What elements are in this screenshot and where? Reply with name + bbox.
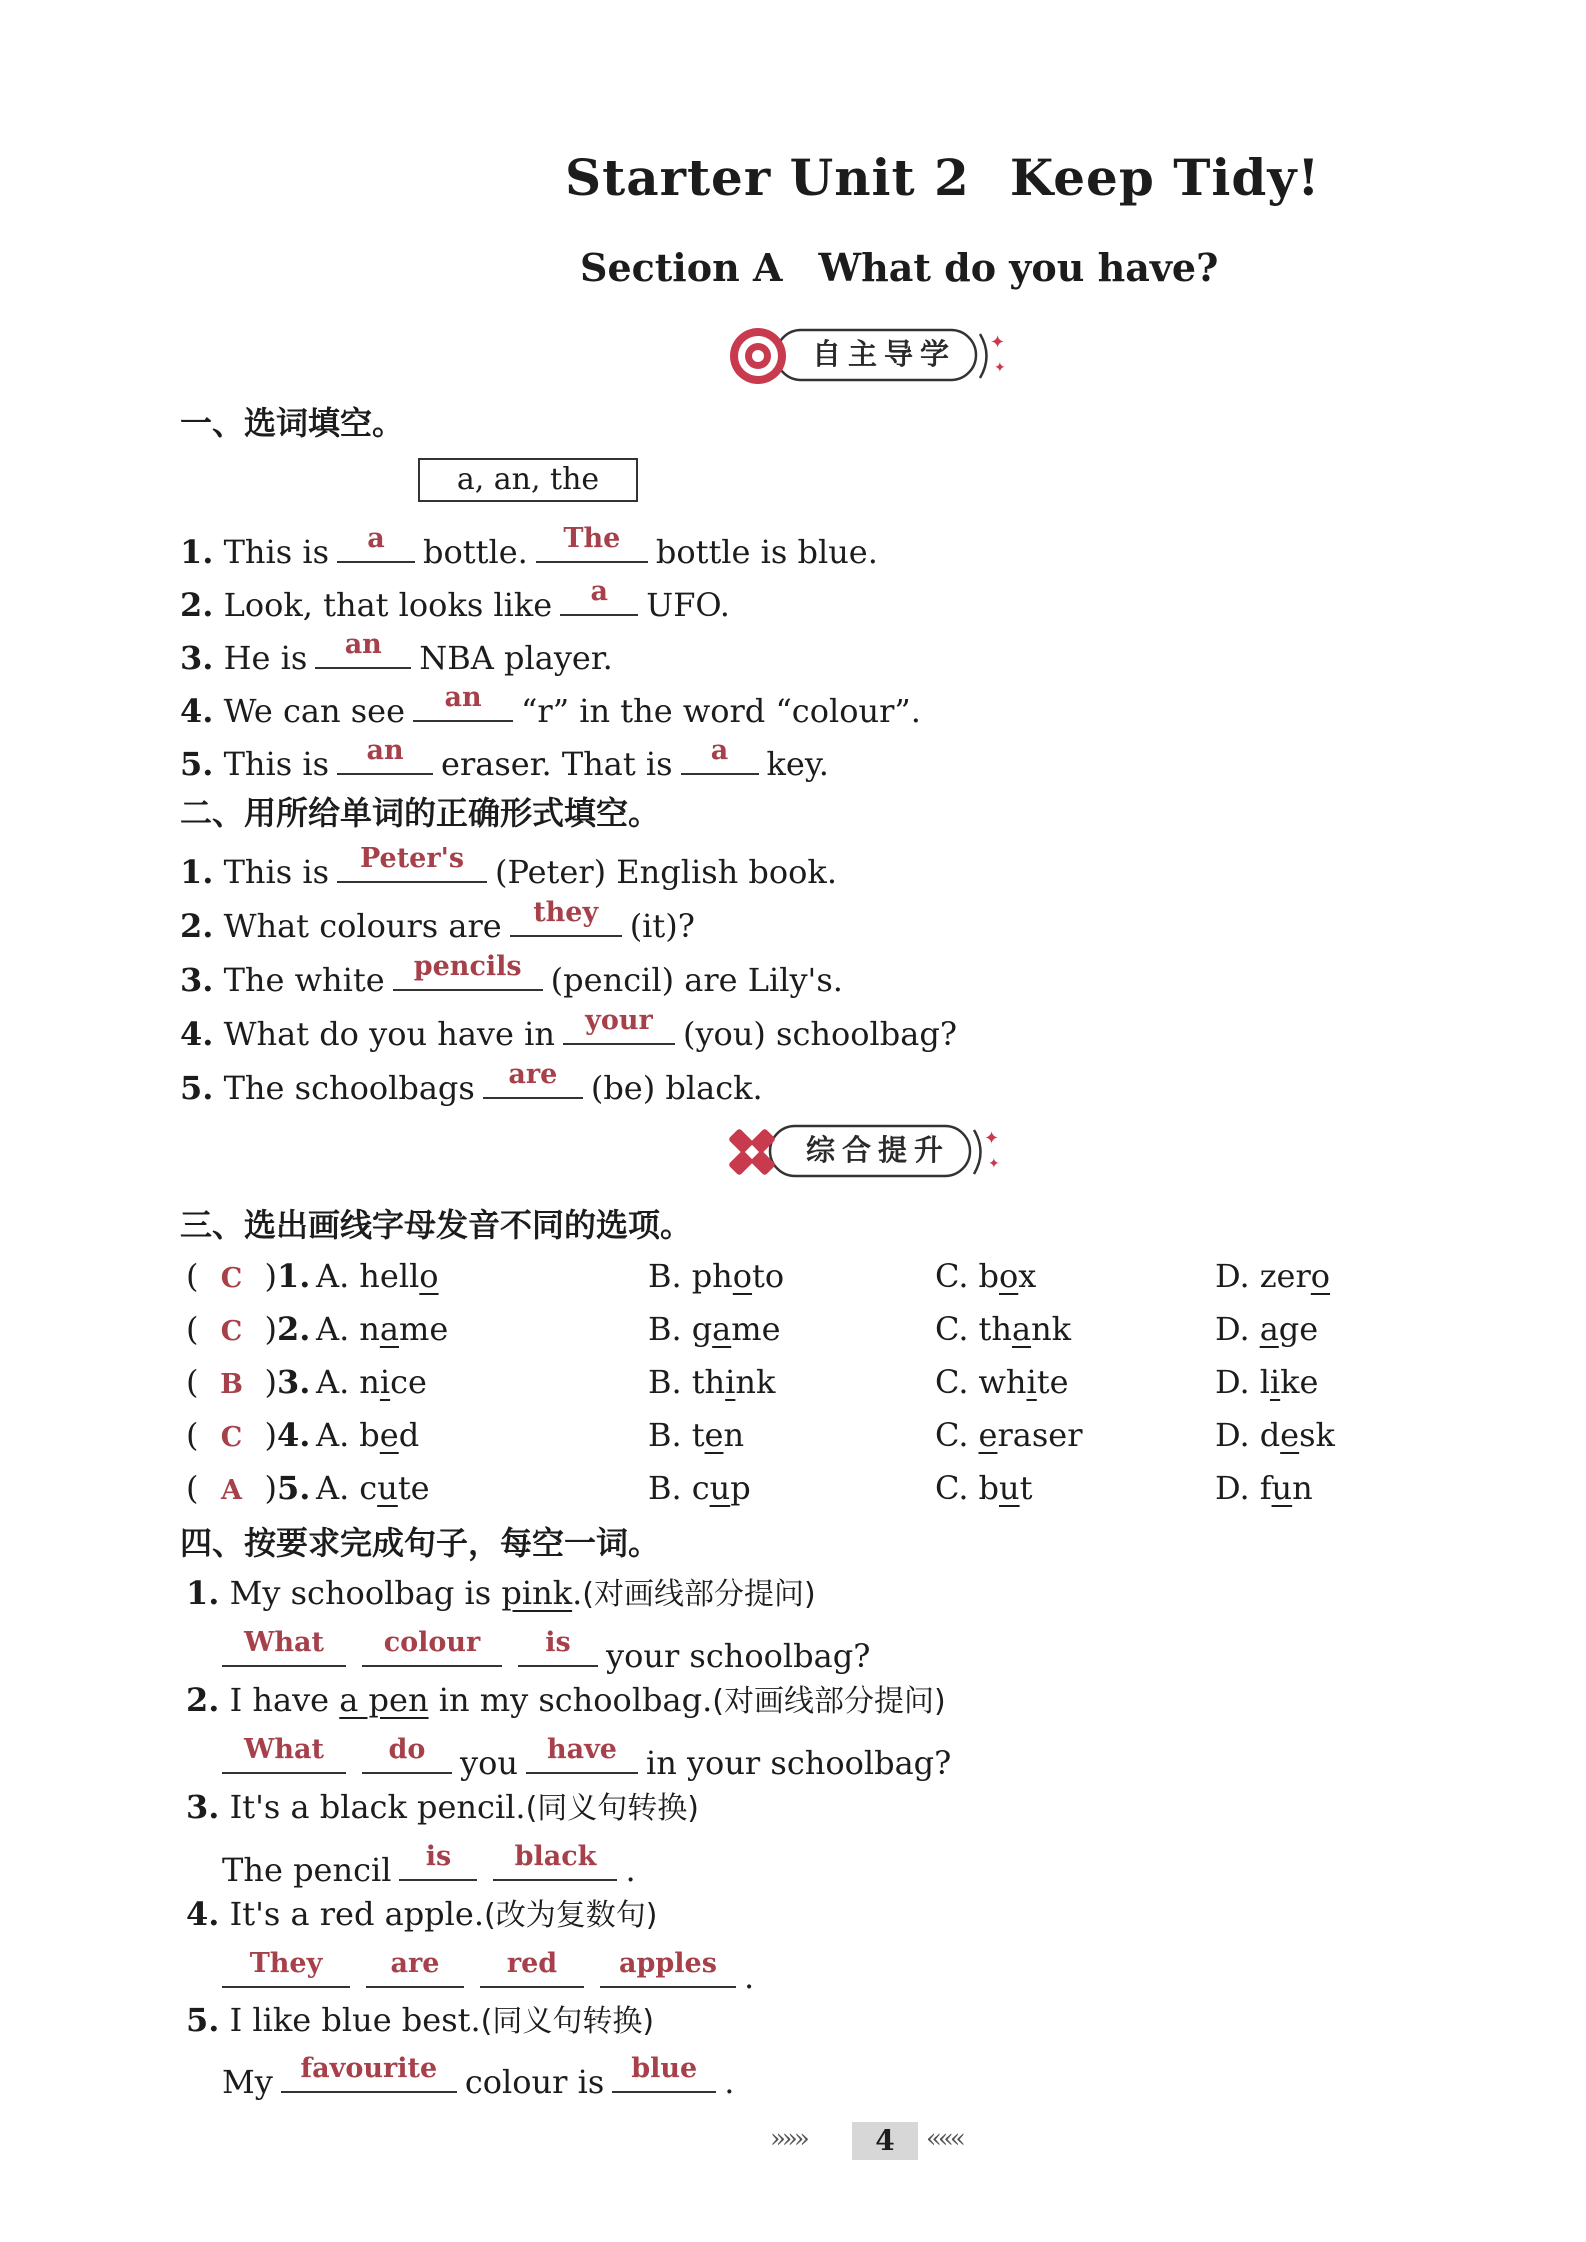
answer-blank: pencils bbox=[393, 951, 543, 991]
option-word: but bbox=[978, 1469, 1033, 1507]
option-d bbox=[1215, 1415, 1335, 1455]
part2-item-5: 5. The schoolbags are (be) black. bbox=[180, 1059, 763, 1107]
option-b bbox=[648, 1256, 784, 1296]
choice-row-2: ( C )2. bbox=[186, 1309, 310, 1352]
option-b bbox=[648, 1309, 781, 1349]
answer-blank: apples bbox=[600, 1948, 736, 1988]
page-number-value: 4 bbox=[852, 2122, 918, 2160]
svg-text:✦: ✦ bbox=[990, 332, 1006, 353]
part4-q5-answer: My favourite colour is blue . bbox=[222, 2053, 735, 2101]
option-word: hello bbox=[359, 1257, 439, 1295]
part4-heading: 四、按要求完成句子，每空一词。 bbox=[180, 1524, 661, 1562]
underlined-letter: i bbox=[379, 1363, 391, 1401]
option-word: nice bbox=[359, 1363, 427, 1401]
underlined-letter: u bbox=[377, 1469, 398, 1507]
option-word: photo bbox=[691, 1257, 785, 1295]
underlined-letter: i bbox=[1026, 1363, 1037, 1401]
option-letter: D. bbox=[1215, 1469, 1250, 1507]
answer-blank: do bbox=[362, 1734, 452, 1774]
unit-topic: Keep Tidy! bbox=[1009, 148, 1321, 207]
option-a bbox=[316, 1415, 419, 1455]
option-word: like bbox=[1259, 1363, 1319, 1401]
left-arrows-icon: »»» bbox=[770, 2124, 806, 2154]
choice-number: 4. bbox=[276, 1416, 311, 1454]
option-a bbox=[316, 1362, 427, 1402]
answer-blank: favourite bbox=[281, 2053, 457, 2093]
answer-blank: a bbox=[337, 523, 415, 563]
part1-item-1: 1. This is a bottle. The bottle is blue. bbox=[180, 523, 878, 571]
self-study-label: 自主导学 bbox=[811, 337, 956, 371]
option-c bbox=[935, 1256, 1036, 1296]
underlined-letter: a bbox=[1259, 1310, 1279, 1348]
option-letter: D. bbox=[1215, 1257, 1250, 1295]
choice-row-4: ( C )4. bbox=[186, 1415, 310, 1458]
underlined-letter: i bbox=[1269, 1363, 1281, 1401]
underlined-word: pink bbox=[501, 1574, 573, 1612]
part3-heading: 三、选出画线字母发音不同的选项。 bbox=[180, 1206, 693, 1244]
answer-blank: red bbox=[480, 1948, 584, 1988]
option-word: zero bbox=[1259, 1257, 1331, 1295]
answer-blank: have bbox=[526, 1734, 638, 1774]
word-box: a, an, the bbox=[418, 458, 638, 502]
answer-blank: Peter's bbox=[337, 843, 487, 883]
part2-item-2: 2. What colours are they (it)? bbox=[180, 897, 695, 945]
option-letter: A. bbox=[316, 1257, 350, 1295]
option-word: box bbox=[978, 1257, 1037, 1295]
option-a bbox=[316, 1468, 430, 1508]
answer-blank: a bbox=[681, 735, 759, 775]
part4-q3-answer: The pencil is black . bbox=[222, 1841, 636, 1889]
option-letter: C. bbox=[935, 1257, 969, 1295]
option-b bbox=[648, 1362, 775, 1402]
option-c bbox=[935, 1362, 1069, 1402]
answer-blank: They bbox=[222, 1948, 350, 1988]
unit-title bbox=[565, 148, 1320, 207]
underlined-letter: u bbox=[709, 1469, 731, 1507]
page-number bbox=[770, 2122, 990, 2162]
underlined-letter: u bbox=[1271, 1469, 1293, 1507]
option-a bbox=[316, 1309, 448, 1349]
part4-q3-prompt: 3. It's a black pencil.(同义句转换) bbox=[186, 1788, 700, 1826]
answer-blank: an bbox=[315, 629, 411, 669]
answer-blank: What bbox=[222, 1734, 346, 1774]
option-word: game bbox=[691, 1310, 781, 1348]
option-word: white bbox=[978, 1363, 1069, 1401]
underlined-word: a pen bbox=[339, 1681, 429, 1719]
part2-item-1: 1. This is Peter's (Peter) English book. bbox=[180, 843, 837, 891]
underlined-letter: e bbox=[379, 1416, 399, 1454]
answer-blank: The bbox=[536, 523, 648, 563]
option-b bbox=[648, 1415, 744, 1455]
option-d bbox=[1215, 1362, 1318, 1402]
choice-row-1: ( C )1. bbox=[186, 1256, 310, 1299]
answer-blank: your bbox=[563, 1005, 675, 1045]
option-word: fun bbox=[1259, 1469, 1313, 1507]
choice-answer: B bbox=[220, 1369, 243, 1400]
answer-blank: is bbox=[518, 1627, 598, 1667]
answer-blank: an bbox=[413, 682, 513, 722]
option-word: age bbox=[1259, 1310, 1319, 1348]
option-word: thank bbox=[978, 1310, 1072, 1348]
option-letter: D. bbox=[1215, 1310, 1250, 1348]
underlined-letter: o bbox=[419, 1257, 439, 1295]
underlined-letter: e bbox=[978, 1416, 998, 1454]
answer-blank: What bbox=[222, 1627, 346, 1667]
option-letter: B. bbox=[648, 1363, 682, 1401]
answer-blank: black bbox=[493, 1841, 617, 1881]
option-letter: A. bbox=[316, 1310, 350, 1348]
underlined-letter: e bbox=[1280, 1416, 1300, 1454]
option-letter: D. bbox=[1215, 1416, 1250, 1454]
option-word: ten bbox=[691, 1416, 745, 1454]
svg-text:✦: ✦ bbox=[994, 360, 1006, 376]
answer-blank: colour bbox=[362, 1627, 502, 1667]
part1-item-2: 2. Look, that looks like a UFO. bbox=[180, 576, 730, 624]
part4-q4-prompt: 4. It's a red apple.(改为复数句) bbox=[186, 1895, 658, 1933]
choice-number: 5. bbox=[276, 1469, 311, 1507]
choice-row-5: ( A )5. bbox=[186, 1468, 310, 1511]
section-label: Section A bbox=[580, 245, 783, 290]
part1-item-3: 3. He is an NBA player. bbox=[180, 629, 613, 677]
option-letter: A. bbox=[316, 1363, 350, 1401]
part2-heading: 二、用所给单词的正确形式填空。 bbox=[180, 794, 661, 832]
option-letter: B. bbox=[648, 1416, 682, 1454]
option-letter: B. bbox=[648, 1257, 682, 1295]
part4-q2-answer: What do you have in your schoolbag? bbox=[222, 1734, 951, 1783]
option-c bbox=[935, 1309, 1071, 1349]
part1-item-5: 5. This is an eraser. That is a key. bbox=[180, 735, 829, 783]
part4-q1-prompt: 1. My schoolbag is pink.(对画线部分提问) bbox=[186, 1574, 816, 1612]
underlined-letter: u bbox=[999, 1469, 1020, 1507]
choice-answer: C bbox=[220, 1422, 243, 1453]
answer-blank: blue bbox=[612, 2053, 716, 2093]
answer-blank: a bbox=[560, 576, 638, 616]
option-b bbox=[648, 1468, 751, 1508]
underlined-letter: e bbox=[704, 1416, 724, 1454]
option-letter: C. bbox=[935, 1363, 969, 1401]
option-letter: B. bbox=[648, 1310, 682, 1348]
part4-q5-prompt: 5. I like blue best.(同义句转换) bbox=[186, 2001, 655, 2039]
self-study-banner bbox=[718, 322, 1008, 388]
choice-answer: C bbox=[220, 1263, 243, 1294]
option-c bbox=[935, 1415, 1082, 1455]
part4-q2-prompt: 2. I have a pen in my schoolbag.(对画线部分提问) bbox=[186, 1681, 946, 1719]
choice-answer: C bbox=[220, 1316, 243, 1347]
underlined-letter: a bbox=[712, 1310, 732, 1348]
choice-number: 1. bbox=[276, 1257, 311, 1295]
option-d bbox=[1215, 1256, 1330, 1296]
option-letter: D. bbox=[1215, 1363, 1250, 1401]
comprehensive-banner bbox=[712, 1118, 1002, 1184]
option-d bbox=[1215, 1468, 1313, 1508]
part4-q1-answer: What colour is your schoolbag? bbox=[222, 1627, 870, 1676]
underlined-letter: o bbox=[732, 1257, 753, 1295]
part2-item-3: 3. The white pencils (pencil) are Lily's. bbox=[180, 951, 843, 999]
option-word: eraser bbox=[978, 1416, 1083, 1454]
underlined-letter: o bbox=[999, 1257, 1019, 1295]
choice-row-3: ( B )3. bbox=[186, 1362, 310, 1405]
underlined-letter: o bbox=[1310, 1257, 1331, 1295]
part1-heading: 一、选词填空。 bbox=[180, 404, 405, 442]
option-word: cute bbox=[359, 1469, 430, 1507]
choice-answer: A bbox=[221, 1475, 242, 1506]
underlined-letter: a bbox=[379, 1310, 399, 1348]
section-question: What do you have? bbox=[818, 245, 1219, 290]
underlined-letter: i bbox=[725, 1363, 736, 1401]
right-arrows-icon: ««« bbox=[926, 2124, 962, 2154]
part2-item-4: 4. What do you have in your (you) schoolbag? bbox=[180, 1005, 957, 1053]
answer-blank: they bbox=[510, 897, 622, 937]
option-letter: A. bbox=[316, 1416, 350, 1454]
answer-blank: are bbox=[483, 1059, 583, 1099]
svg-text:✦: ✦ bbox=[988, 1156, 1000, 1172]
option-letter: C. bbox=[935, 1469, 969, 1507]
option-word: desk bbox=[1259, 1416, 1335, 1454]
option-letter: A. bbox=[316, 1469, 350, 1507]
section-title bbox=[580, 245, 1218, 290]
choice-number: 3. bbox=[276, 1363, 311, 1401]
comprehensive-label: 综合提升 bbox=[805, 1133, 950, 1167]
option-word: bed bbox=[359, 1416, 420, 1454]
option-letter: C. bbox=[935, 1310, 969, 1348]
answer-blank: an bbox=[337, 735, 433, 775]
option-letter: B. bbox=[648, 1469, 682, 1507]
option-word: think bbox=[691, 1363, 776, 1401]
part4-q4-answer: They are red apples . bbox=[222, 1948, 754, 1997]
option-letter: C. bbox=[935, 1416, 969, 1454]
option-word: name bbox=[359, 1310, 449, 1348]
answer-blank: is bbox=[399, 1841, 477, 1881]
option-a bbox=[316, 1256, 439, 1296]
unit-label: Starter Unit 2 bbox=[565, 148, 970, 207]
option-c bbox=[935, 1468, 1032, 1508]
option-d bbox=[1215, 1309, 1318, 1349]
answer-blank: are bbox=[366, 1948, 464, 1988]
svg-text:✦: ✦ bbox=[984, 1128, 1000, 1149]
underlined-letter: a bbox=[1011, 1310, 1032, 1348]
part1-item-4: 4. We can see an “r” in the word “colour”. bbox=[180, 682, 921, 730]
choice-number: 2. bbox=[276, 1310, 311, 1348]
option-word: cup bbox=[691, 1469, 751, 1507]
